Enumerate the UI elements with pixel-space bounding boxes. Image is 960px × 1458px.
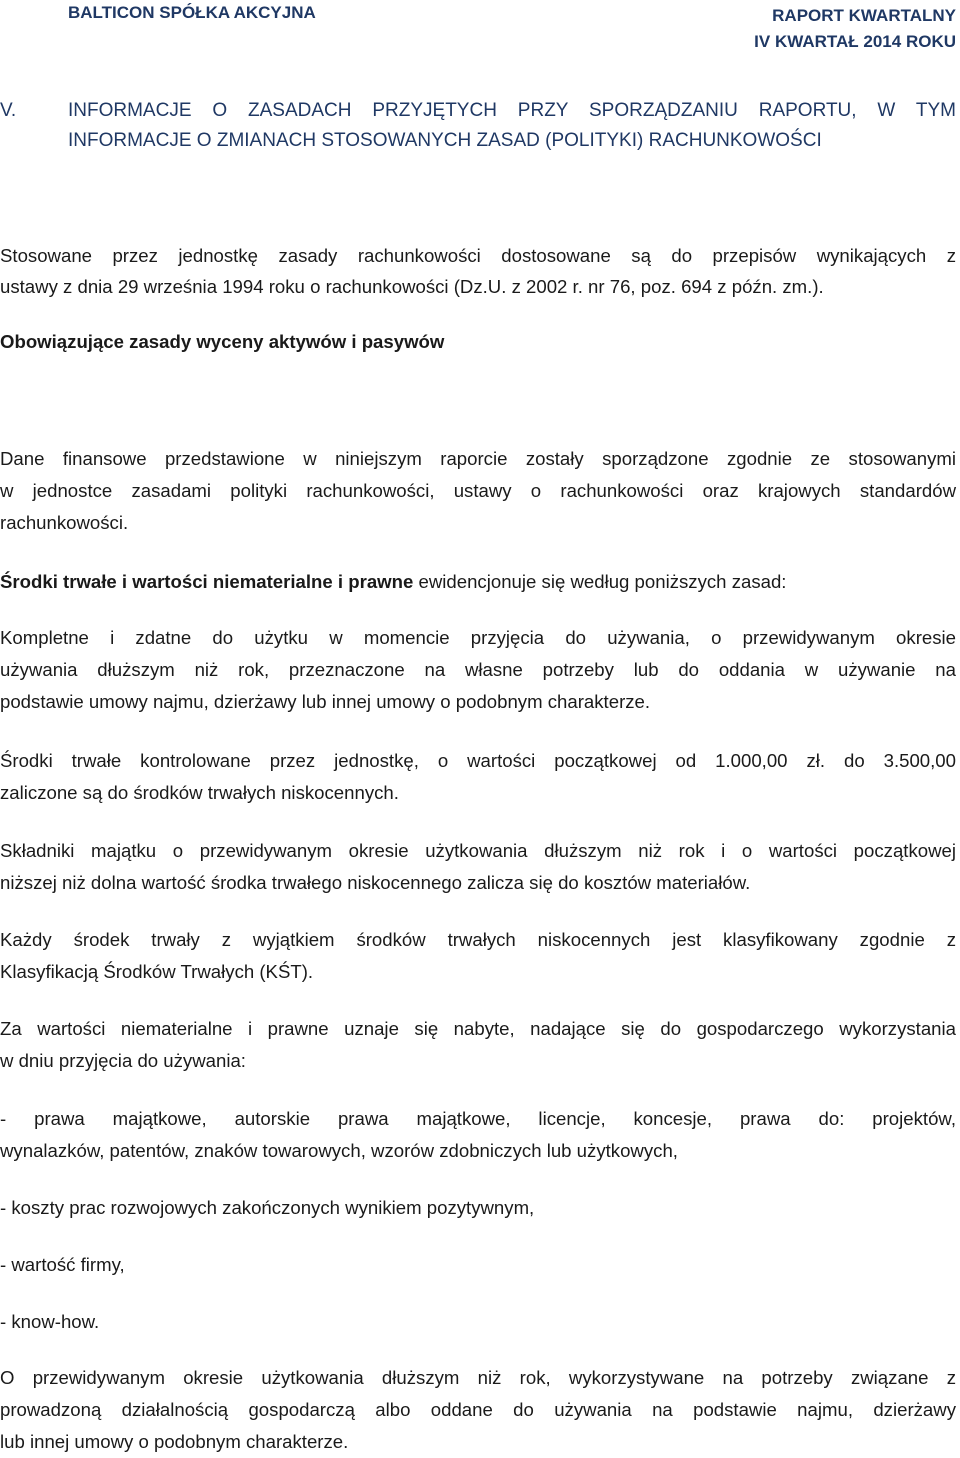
fixed-assets-bold-label: Środki trwałe i wartości niematerialne i prawne [0,571,414,592]
paragraph-financial-data [0,443,956,539]
report-header [754,3,956,55]
paragraph-line: podstawie umowy najmu, dzierżawy lub innej umowy o podobnym charakterze. [0,691,651,712]
paragraph-line: rachunkowości. [0,512,129,533]
paragraph-line: Dane finansowe przedstawione w niniejszym raporcie zostały sporządzone zgodnie ze stosowanymi [0,448,956,469]
paragraph-kst-classification [0,924,956,988]
paragraph-line: - prawa majątkowe, autorskie prawa majątkowe, licencje, koncesje, prawa do: projektów, [0,1108,956,1129]
section-number: V. [0,100,17,121]
paragraph-asset-components [0,835,956,899]
section-heading [0,96,956,156]
paragraph-line: Za wartości niematerialne i prawne uznaje się nabyte, nadające się do gospodarczego wykorzystania [0,1018,956,1039]
list-item-know-how: - know-how. [0,1311,100,1332]
paragraph-low-value-assets [0,745,956,809]
paragraph-line: wynalazków, patentów, znaków towarowych, wzorów zdobniczych lub użytkowych, [0,1140,678,1161]
report-period: IV KWARTAŁ 2014 ROKU [754,32,956,51]
paragraph-line: zaliczone są do środków trwałych niskocennych. [0,782,399,803]
company-name: BALTICON SPÓŁKA AKCYJNA [68,3,316,22]
paragraph-line: O przewidywanym okresie użytkowania dłuższym niż rok, wykorzystywane na potrzeby związane z [0,1367,956,1388]
paragraph-usage-period [0,1362,956,1458]
report-type: RAPORT KWARTALNY [772,6,956,25]
list-item-goodwill: - wartość firmy, [0,1254,125,1275]
intro-paragraph [0,240,956,302]
fixed-assets-rest: ewidencjonuje się według poniższych zasad: [413,571,787,592]
paragraph-complete-assets [0,622,956,718]
paragraph-line: niższej niż dolna wartość środka trwałego niskocennego zalicza się do kosztów materiałów. [0,872,751,893]
paragraph-fixed-assets-intro [0,566,956,598]
list-item-property-rights [0,1103,956,1167]
paragraph-line: w dniu przyjęcia do używania: [0,1050,246,1071]
paragraph-line: Każdy środek trwały z wyjątkiem środków trwałych niskocennych jest klasyfikowany zgodnie z [0,929,956,950]
intro-line-2: ustawy z dnia 29 września 1994 roku o rachunkowości (Dz.U. z 2002 r. nr 76, poz. 694 z późn. zm.). [0,276,824,297]
section-title-line-2: INFORMACJE O ZMIANACH STOSOWANYCH ZASAD (POLITYKI) RACHUNKOWOŚCI [68,130,822,151]
valuation-subheading: Obowiązujące zasady wyceny aktywów i pasywów [0,331,445,352]
paragraph-line: Klasyfikacją Środków Trwałych (KŚT). [0,961,314,982]
paragraph-line: Środki trwałe kontrolowane przez jednostkę, o wartości początkowej od 1.000,00 zł. do 3.500,00 [0,750,956,771]
section-title-line-1: INFORMACJE O ZASADACH PRZYJĘTYCH PRZY SPORZĄDZANIU RAPORTU, W TYM [68,100,956,121]
paragraph-line: w jednostce zasadami polityki rachunkowości, ustawy o rachunkowości oraz krajowych standardów [0,480,956,501]
paragraph-line: prowadzoną działalnością gospodarczą albo oddane do używania na podstawie najmu, dzierżawy [0,1399,956,1420]
list-item-development-costs: - koszty prac rozwojowych zakończonych wynikiem pozytywnym, [0,1197,535,1218]
paragraph-line: Kompletne i zdatne do użytku w momencie przyjęcia do używania, o przewidywanym okresie [0,627,956,648]
intro-line-1: Stosowane przez jednostkę zasady rachunkowości dostosowane są do przepisów wynikających z [0,245,956,266]
paragraph-intangibles [0,1013,956,1077]
paragraph-line: używania dłuższym niż rok, przeznaczone na własne potrzeby lub do oddania w używanie na [0,659,956,680]
paragraph-line: lub innej umowy o podobnym charakterze. [0,1431,349,1452]
paragraph-line: Składniki majątku o przewidywanym okresie użytkowania dłuższym niż rok i o wartości początkowej [0,840,956,861]
